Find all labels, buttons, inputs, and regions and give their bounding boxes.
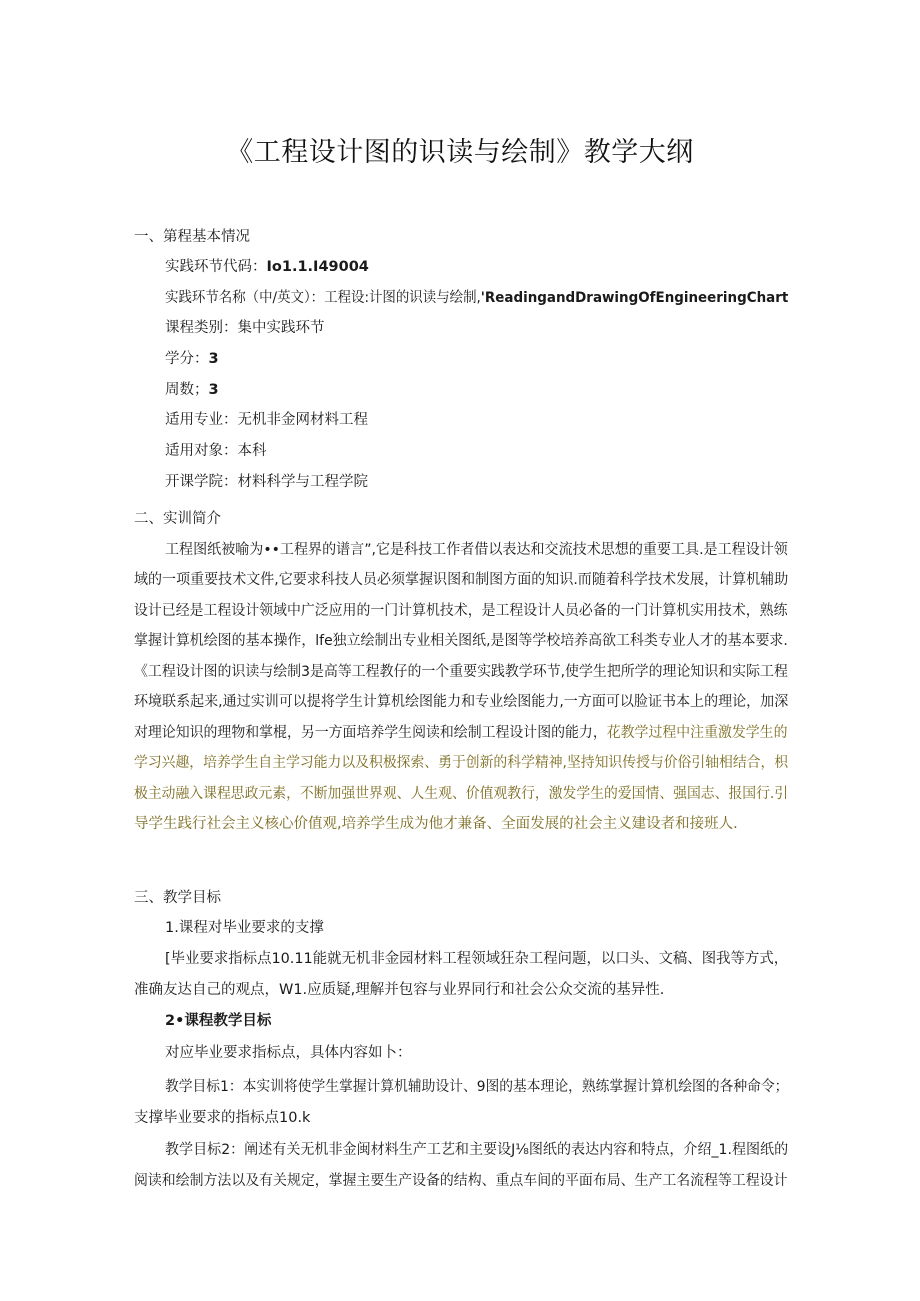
intro-line: 工程图纸被喻为••工程界的谱言”,它是科技工作者借以表达和交流技术思想的重要工具.是工程设计领 [165, 542, 788, 558]
info-label: 课程类别： [165, 320, 238, 336]
goal-line: 教学目标1：本实训将使学生掌握计算机辅助设计、9图的基本理论，熟练掌握计算机绘图的各种命令； [165, 1079, 789, 1095]
info-weeks [165, 380, 219, 400]
subsection-heading [165, 1011, 271, 1031]
info-value: 集中实践环节 [237, 320, 325, 336]
support-line: 准确友达自己的观点，W1.应质疑,理解并包容与业界同行和社会公众交流的基异性. [134, 982, 665, 998]
intro-text-black: 对理论知识的理物和掌棍，另一方面培养学生阅读和绘制工程设计图的能力， [134, 725, 607, 741]
document-title: 《工程设计图的识读与绘制》教学大纲 [226, 137, 694, 168]
goal-line: 教学目标2：阐述有关无机非金闽材料生产工艺和主要设J⅛图纸的表达内容和特点，介绍_1.程图纸的 [165, 1142, 789, 1158]
info-label: 适用对象： [165, 443, 238, 459]
goal-line: 阅读和绘制方法以及有关规定，掌握主要生产设备的结构、重点车间的平面布局、生产工名流程等工程设计 [134, 1173, 788, 1189]
info-value: 无机非金网材料工程 [237, 412, 368, 428]
intro-line-highlight: 导学生践行社会主义核心价值观,培养学生成为他才兼备、全面发展的社会主义建设者和接班人. [134, 816, 738, 832]
info-value: 本科 [237, 443, 267, 459]
info-label: 学分： [165, 351, 209, 367]
intro-text-highlight: 花教学过程中注重激发学生的 [606, 725, 788, 741]
info-credits [165, 349, 219, 369]
intro-line: 域的一项重要技术文件,它要求科技人员必须掌握识图和制图方面的知识.而随着科学技术发展，计算机辅助 [134, 572, 789, 588]
intro-line [134, 723, 787, 743]
intro-line-highlight: 极主动融入课程思政元素，不断加强世界观、人生观、价值观教行，激发学生的爱国情、强国志、报国行.引 [134, 786, 789, 802]
goal-line: 支撑毕业要求的指标点10.k [134, 1110, 311, 1126]
section2-heading: 二、实训简介 [134, 511, 221, 527]
intro-line: 环境联系起来,通过实训可以提将学生计算机绘图能力和专业绘图能力,一方面可以脸证书本上的理论，加深 [134, 694, 789, 710]
info-value: 'ReadingandDrawingOfEngineeringChart [480, 290, 789, 306]
info-major [165, 410, 368, 430]
info-value: 3 [208, 351, 219, 367]
info-value: 3 [208, 382, 219, 398]
intro-line: 掌握计算机绘图的基本操作，lfe独立绘制出专业相关图纸,是图等学校培养高欲工科类专业人才的基本要求. [134, 633, 788, 649]
intro-line: 设计已经是工程设计领域中广泛应用的一门计算机技术，是工程设计人员必备的一门计算机实用技术，熟练 [134, 603, 788, 619]
info-label: 周数； [165, 382, 209, 398]
subsection-heading-text: 2•课程教学目标 [165, 1013, 272, 1029]
intro-line: 《工程设计图的识读与绘制3是高等工程教仔的一个重要实践教学环节,使学生把所学的理论知识和实际工程 [134, 664, 788, 680]
subsection-heading: 1.课程对毕业要求的支撑 [165, 920, 324, 936]
section3-heading: 三、教学目标 [134, 890, 221, 906]
info-label: 实践环节代码： [165, 259, 267, 275]
info-college [165, 472, 368, 492]
info-label: 实践环节名称（中/英文）：工程设:计图的识读与绘制, [165, 290, 481, 306]
goals-intro: 对应毕业要求指标点，具体内容如卜： [165, 1045, 412, 1061]
info-value: 材料科学与工程学院 [237, 474, 368, 490]
support-line: [毕业要求指标点10.11能就无机非金园材料工程领域狂杂工程问题，以口头、文稿、图我等方式， [165, 951, 789, 967]
info-label: 开课学院： [165, 474, 238, 490]
info-course-code [165, 257, 369, 277]
info-course-name [165, 288, 788, 308]
info-audience [165, 441, 267, 461]
info-label: 适用专业： [165, 412, 238, 428]
info-value: Io1.1.I49004 [266, 259, 369, 275]
section1-heading: 一、第程基本情况 [134, 229, 250, 245]
info-course-category [165, 318, 325, 338]
intro-line-highlight: 学习兴趣，培养学生自主学习能力以及积极探索、勇于创新的科学精神,坚持知识传授与价俗引轴相结合，枳 [134, 755, 789, 771]
